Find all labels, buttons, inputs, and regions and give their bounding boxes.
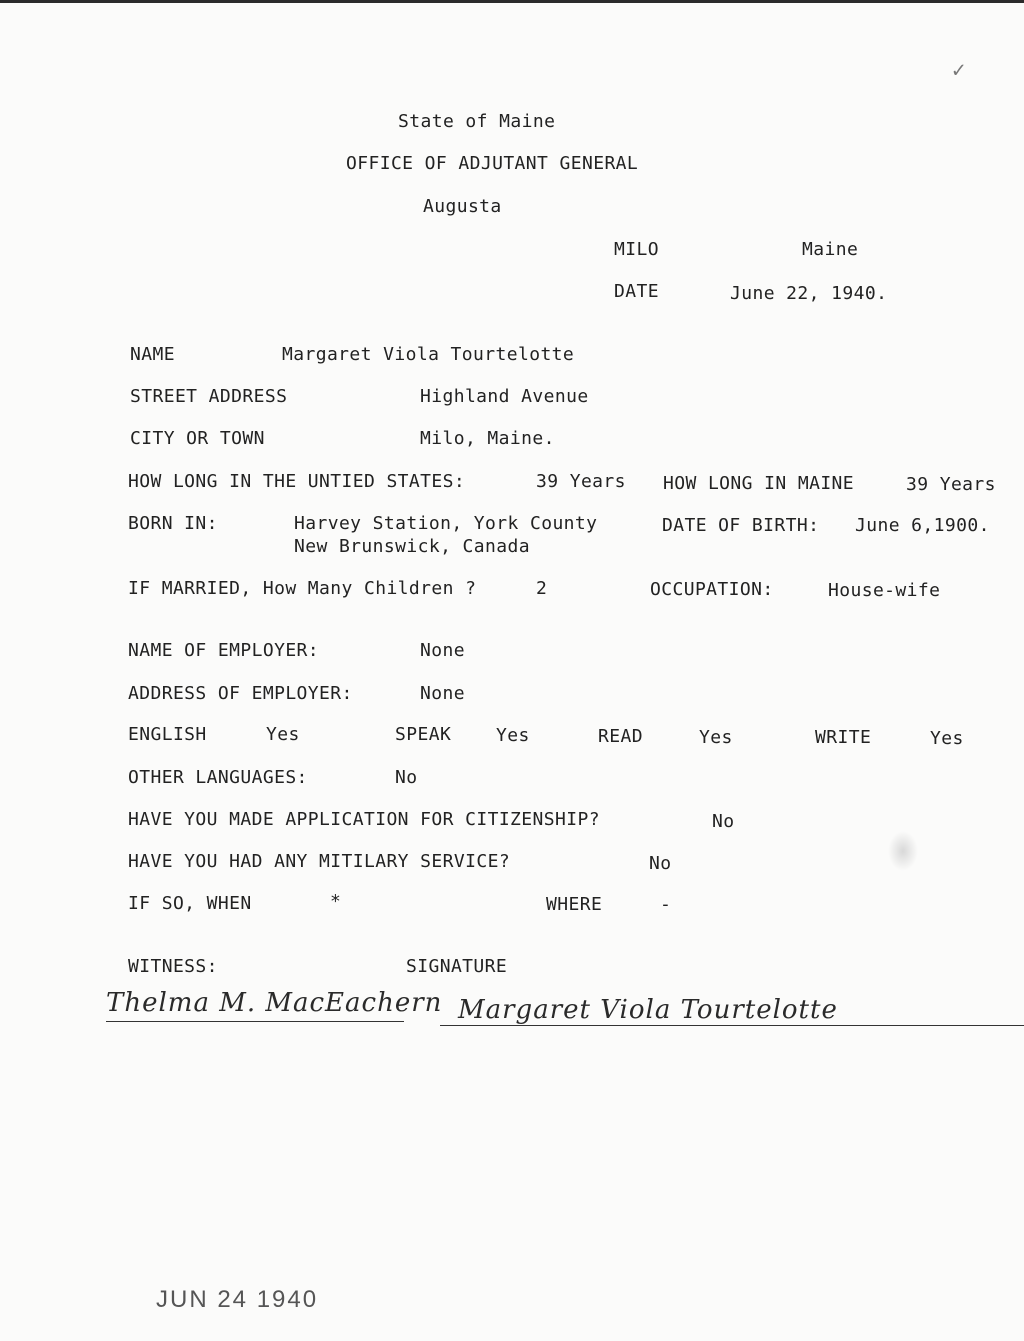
city-value: Milo, Maine. [420,428,555,449]
street-label: STREET ADDRESS [130,386,288,407]
occupation-value: House-wife [828,580,941,601]
location-state: Maine [802,239,859,260]
other-languages-label: OTHER LANGUAGES: [128,767,308,788]
when-value: * [330,891,342,912]
children-value: 2 [536,578,548,599]
applicant-signature: Margaret Viola Tourtelotte [458,995,838,1025]
us-time-value: 39 Years [536,471,626,492]
employer-address-value: None [420,683,465,704]
check-mark-icon: ✓ [952,58,966,83]
location-town: MILO [614,239,659,260]
where-value: - [660,894,672,915]
born-line2: New Brunswick, Canada [294,536,530,557]
dob-label: DATE OF BIRTH: [662,515,820,536]
where-label: WHERE [546,894,603,915]
employer-label: NAME OF EMPLOYER: [128,640,320,661]
read-value: Yes [699,727,733,748]
english-label: ENGLISH [128,724,207,745]
employer-address-label: ADDRESS OF EMPLOYER: [128,683,353,704]
signature-label: SIGNATURE [406,956,508,977]
name-value: Margaret Viola Tourtelotte [282,344,575,365]
citizenship-label: HAVE YOU MADE APPLICATION FOR CITIZENSHIP? [128,809,600,830]
received-stamp: JUN 24 1940 [156,1286,319,1313]
street-value: Highland Avenue [420,386,589,407]
header-office: OFFICE OF ADJUTANT GENERAL [346,153,639,174]
witness-signature: Thelma M. MacEachern [106,988,443,1018]
speak-label: SPEAK [395,724,452,745]
write-label: WRITE [815,727,872,748]
us-time-label: HOW LONG IN THE UNTIED STATES: [128,471,466,492]
read-label: READ [598,726,643,747]
children-label: IF MARRIED, How Many Children ? [128,578,477,599]
born-label: BORN IN: [128,513,218,534]
header-city: Augusta [423,196,502,217]
applicant-signature-line [440,1025,1024,1026]
other-languages-value: No [395,767,418,788]
header-state: State of Maine [398,111,556,132]
employer-value: None [420,640,465,661]
citizenship-value: No [712,811,735,832]
date-label: DATE [614,281,659,302]
english-value: Yes [266,724,300,745]
witness-label: WITNESS: [128,956,218,977]
witness-signature-line [106,1021,404,1022]
speak-value: Yes [496,725,530,746]
when-label: IF SO, WHEN [128,893,252,914]
dob-value: June 6,1900. [855,515,990,536]
maine-time-value: 39 Years [906,474,996,495]
occupation-label: OCCUPATION: [650,579,774,600]
born-line1: Harvey Station, York County [294,513,598,534]
name-label: NAME [130,344,175,365]
city-label: CITY OR TOWN [130,428,265,449]
date-value: June 22, 1940. [730,283,888,304]
military-label: HAVE YOU HAD ANY MITILARY SERVICE? [128,851,511,872]
write-value: Yes [930,728,964,749]
military-value: No [649,853,672,874]
paper-smudge [888,831,918,871]
maine-time-label: HOW LONG IN MAINE [663,473,855,494]
